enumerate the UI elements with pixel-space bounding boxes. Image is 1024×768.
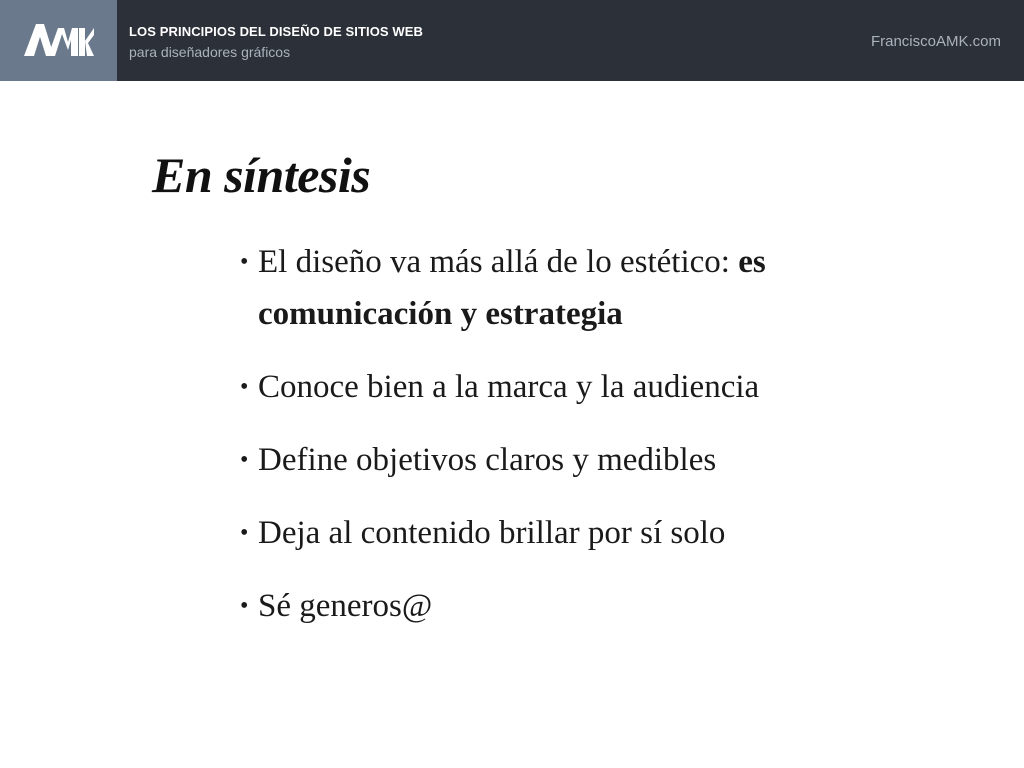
bullet-text: El diseño va más allá de lo estético: <box>258 244 739 280</box>
site-link[interactable]: FranciscoAMK.com <box>870 33 1001 50</box>
bullet-list <box>240 236 900 653</box>
bullet-icon: • <box>240 249 249 275</box>
bullet-icon: • <box>240 447 249 473</box>
list-item <box>240 507 900 559</box>
bullet-text: Conoce bien a la marca y la audiencia <box>258 369 760 405</box>
amk-logo <box>24 24 94 58</box>
list-item <box>240 434 900 486</box>
bullet-text: Define objetivos claros y medibles <box>258 442 717 478</box>
list-item <box>240 361 900 413</box>
presentation-subtitle: para diseñadores gráficos <box>129 44 291 60</box>
bullet-icon: • <box>240 593 249 619</box>
bullet-text: Sé generos@ <box>258 588 433 624</box>
logo-box <box>0 0 117 81</box>
list-item <box>240 580 900 632</box>
presentation-title: LOS PRINCIPIOS DEL DISEÑO DE SITIOS WEB <box>129 24 424 39</box>
list-item <box>240 236 900 340</box>
bullet-text: Deja al contenido brillar por sí solo <box>258 515 726 551</box>
bullet-icon: • <box>240 374 249 400</box>
bullet-icon: • <box>240 520 249 546</box>
slide-heading: En síntesis <box>152 147 371 203</box>
bullet-strong-text: es comunicación y estrategia <box>258 244 766 332</box>
header-bar <box>0 0 1024 81</box>
